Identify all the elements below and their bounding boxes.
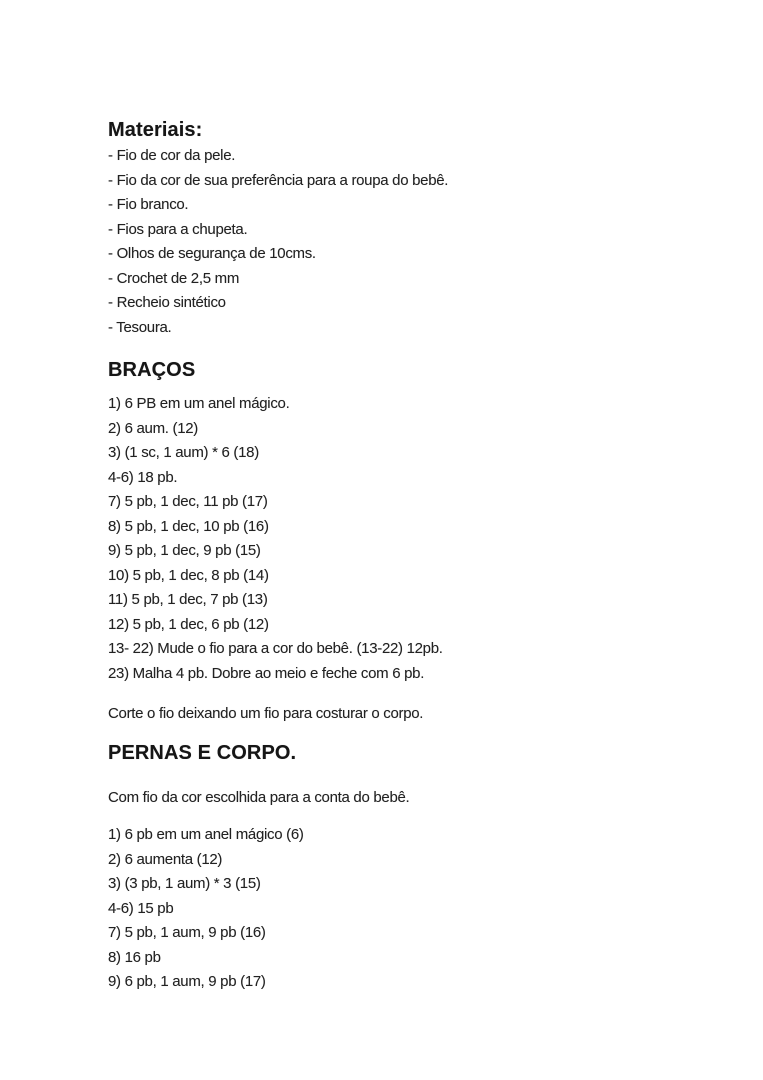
arms-step: 8) 5 pb, 1 dec, 10 pb (16): [108, 517, 269, 535]
arms-steps-list: [108, 392, 443, 686]
legs-body-step: 3) (3 pb, 1 aum) * 3 (15): [108, 875, 261, 892]
legs-body-intro: Com fio da cor escolhida para a conta do bebê.: [108, 789, 410, 806]
materials-list: [108, 144, 448, 340]
legs-body-section-heading: PERNAS E CORPO.: [108, 742, 297, 764]
legs-body-step: 2) 6 aumenta (12): [108, 850, 223, 868]
materials-item: - Fio de cor da pele.: [108, 147, 236, 164]
legs-body-steps-list: [108, 823, 304, 995]
arms-step: 11) 5 pb, 1 dec, 7 pb (13): [108, 591, 268, 608]
materials-item: - Tesoura.: [108, 318, 172, 336]
arms-step: 4-6) 18 pb.: [108, 468, 178, 486]
materials-item: - Fio branco.: [108, 196, 189, 213]
legs-body-step: 4-6) 15 pb: [108, 899, 174, 917]
legs-body-step: 8) 16 pb: [108, 948, 161, 966]
arms-cut-yarn-note: Corte o fio deixando um fio para costurar o corpo.: [108, 705, 424, 722]
arms-step: 9) 5 pb, 1 dec, 9 pb (15): [108, 542, 261, 559]
materials-heading: Materiais:: [108, 119, 203, 141]
materials-item: - Recheio sintético: [108, 294, 226, 311]
arms-step: 7) 5 pb, 1 dec, 11 pb (17): [108, 493, 268, 510]
legs-body-step: 1) 6 pb em um anel mágico (6): [108, 826, 304, 843]
materials-item: - Fio da cor de sua preferência para a roupa do bebê.: [108, 171, 449, 189]
arms-step: 2) 6 aum. (12): [108, 419, 199, 437]
arms-step: 3) (1 sc, 1 aum) * 6 (18): [108, 444, 259, 461]
arms-step: 13- 22) Mude o fio para a cor do bebê. (13-22) 12pb.: [108, 640, 443, 657]
arms-step: 10) 5 pb, 1 dec, 8 pb (14): [108, 566, 269, 584]
arms-section-heading: BRAÇOS: [108, 359, 196, 381]
materials-item: - Fios para a chupeta.: [108, 220, 248, 238]
arms-step: 12) 5 pb, 1 dec, 6 pb (12): [108, 615, 269, 633]
legs-body-step: 7) 5 pb, 1 aum, 9 pb (16): [108, 924, 266, 941]
arms-step: 1) 6 PB em um anel mágico.: [108, 395, 290, 412]
arms-step: 23) Malha 4 pb. Dobre ao meio e feche com 6 pb.: [108, 664, 425, 682]
legs-body-step: 9) 6 pb, 1 aum, 9 pb (17): [108, 973, 266, 990]
materials-item: - Olhos de segurança de 10cms.: [108, 245, 316, 262]
materials-item: - Crochet de 2,5 mm: [108, 269, 240, 287]
